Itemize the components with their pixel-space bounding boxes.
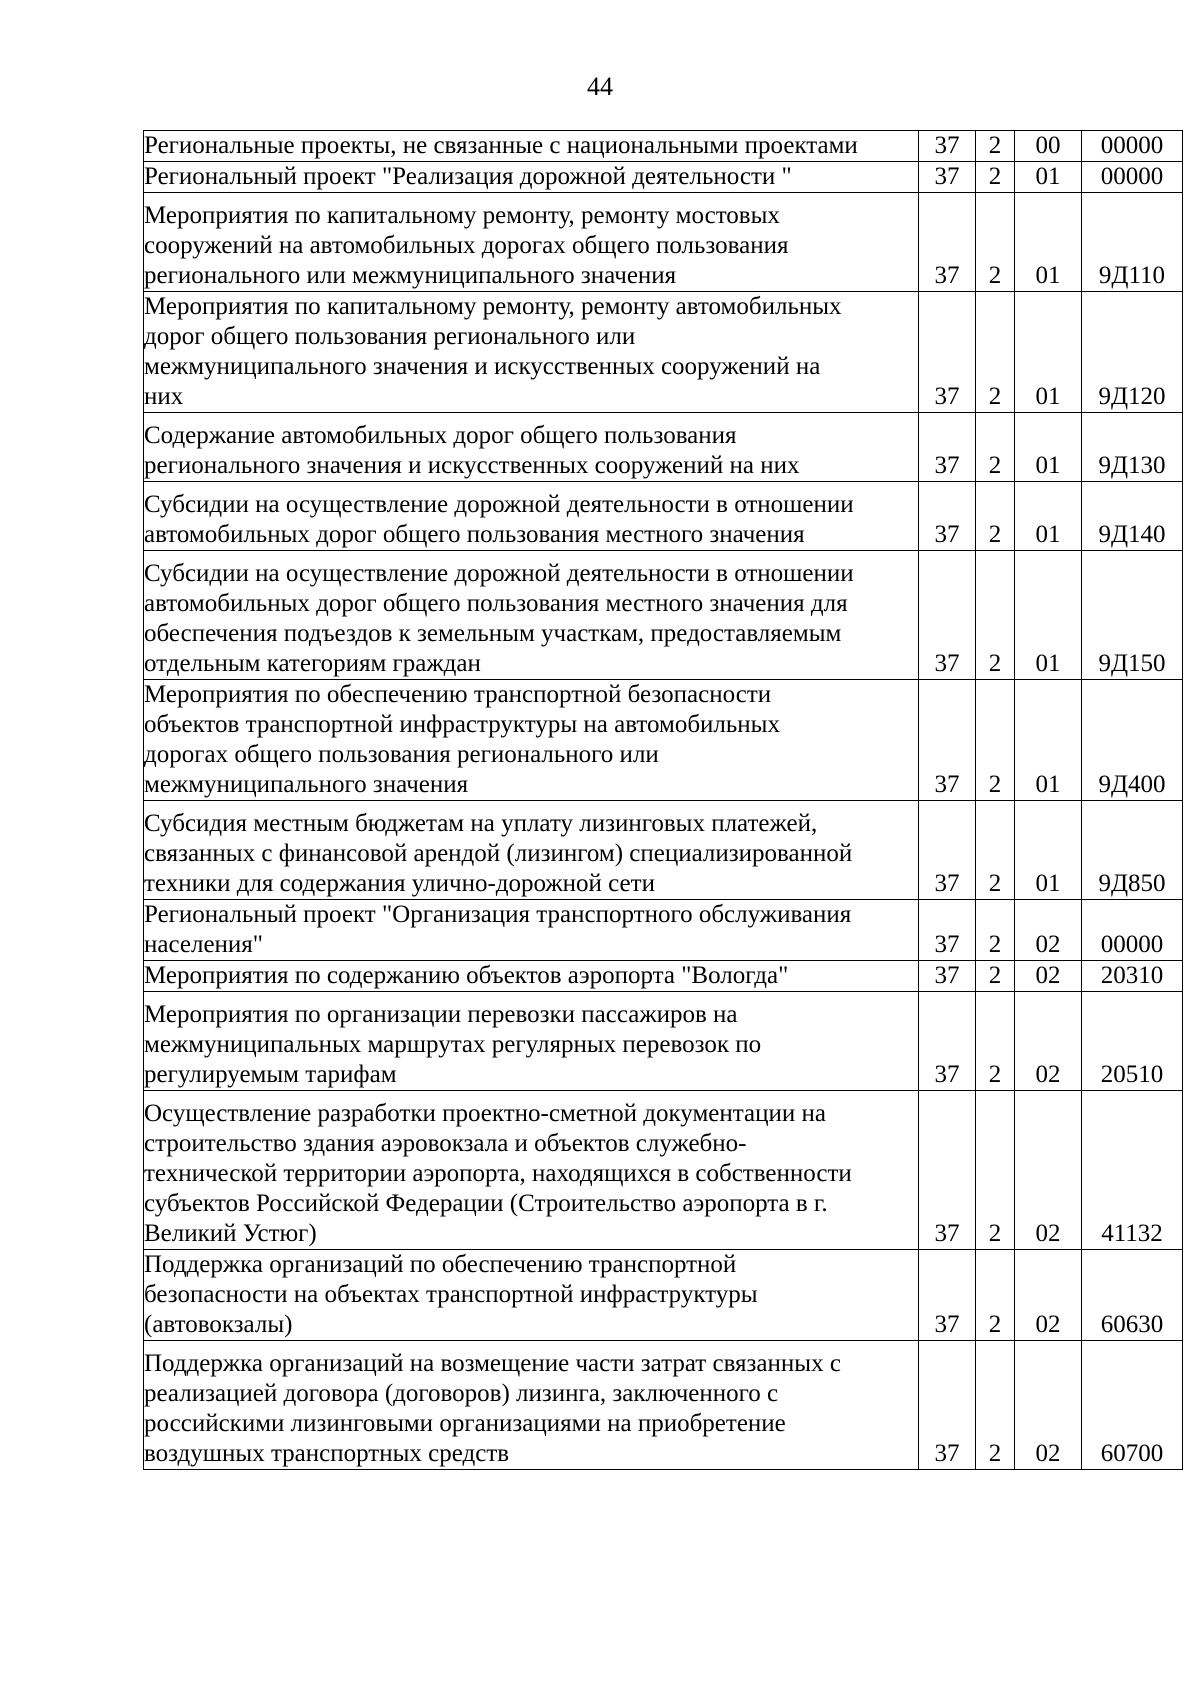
description-line: автомобильных дорог общего пользования местного значения для [144,590,848,617]
item-description-cell [144,1091,919,1250]
project-code-cell: 01 [1015,482,1082,551]
project-code-cell: 02 [1015,1091,1082,1250]
program-code-cell: 37 [919,482,976,551]
description-line: (автовокзалы) [144,1311,293,1338]
table-row [144,292,1183,413]
budget-classification-table [143,130,1183,1470]
table-row [144,801,1183,900]
table-row [144,900,1183,961]
program-code-cell: 37 [919,900,976,961]
description-line: реализацией договора (договоров) лизинга, заключенного с [144,1380,779,1407]
description-line: Мероприятия по капитальному ремонту, ремонту мостовых [144,202,780,229]
project-code-cell: 01 [1015,801,1082,900]
project-code-cell: 02 [1015,900,1082,961]
project-code-cell: 00 [1015,131,1082,162]
row-top-spacing [144,1341,918,1349]
direction-code-cell: 60630 [1082,1250,1183,1341]
item-description-cell [144,801,919,900]
subprogram-code-cell: 2 [976,900,1015,961]
description-line: Поддержка организаций по обеспечению транспортной [144,1251,737,1278]
direction-code-cell: 20310 [1082,961,1183,992]
table-row [144,162,1183,193]
direction-code-cell: 9Д150 [1082,551,1183,680]
item-description-cell [144,292,919,413]
subprogram-code-cell: 2 [976,131,1015,162]
table-row [144,551,1183,680]
direction-code-cell: 60700 [1082,1341,1183,1470]
program-code-cell: 37 [919,680,976,801]
row-top-spacing [144,992,918,1000]
row-top-spacing [144,551,918,559]
direction-code-cell: 00000 [1082,900,1183,961]
table-row [144,1250,1183,1341]
table-body [144,131,1183,1470]
item-description-cell [144,193,919,292]
program-code-cell: 37 [919,801,976,900]
project-code-cell: 01 [1015,413,1082,482]
description-line: сооружений на автомобильных дорогах общего пользования [144,232,789,259]
subprogram-code-cell: 2 [976,551,1015,680]
direction-code-cell: 00000 [1082,131,1183,162]
table-row [144,482,1183,551]
subprogram-code-cell: 2 [976,801,1015,900]
description-line: Мероприятия по содержанию объектов аэропорта "Вологда" [144,962,789,989]
description-line: Осуществление разработки проектно-сметной документации на [144,1100,826,1127]
item-description-cell [144,413,919,482]
description-line: объектов транспортной инфраструктуры на автомобильных [144,711,780,738]
description-line: Региональный проект "Организация транспортного обслуживания [144,901,852,928]
table-row [144,1341,1183,1470]
program-code-cell: 37 [919,162,976,193]
item-description-cell [144,482,919,551]
table-row [144,680,1183,801]
description-line: связанных с финансовой арендой (лизингом) специализированной [144,840,853,867]
item-description-cell [144,992,919,1091]
program-code-cell: 37 [919,961,976,992]
subprogram-code-cell: 2 [976,961,1015,992]
table-row [144,961,1183,992]
description-line: безопасности на объектах транспортной инфраструктуры [144,1281,758,1308]
subprogram-code-cell: 2 [976,1341,1015,1470]
direction-code-cell: 9Д400 [1082,680,1183,801]
subprogram-code-cell: 2 [976,1091,1015,1250]
description-line: автомобильных дорог общего пользования местного значения [144,521,805,548]
program-code-cell: 37 [919,551,976,680]
description-line: воздушных транспортных средств [144,1440,510,1467]
project-code-cell: 01 [1015,292,1082,413]
row-top-spacing [144,193,918,201]
description-line: регулируемым тарифам [144,1061,397,1088]
item-description-cell [144,162,919,193]
description-line: субъектов Российской Федерации (Строительство аэропорта в г. [144,1190,828,1217]
table-row [144,131,1183,162]
subprogram-code-cell: 2 [976,482,1015,551]
direction-code-cell: 9Д120 [1082,292,1183,413]
description-line: обеспечения подъездов к земельным участкам, предоставляемым [144,620,842,647]
program-code-cell: 37 [919,1250,976,1341]
program-code-cell: 37 [919,193,976,292]
program-code-cell: 37 [919,131,976,162]
program-code-cell: 37 [919,413,976,482]
subprogram-code-cell: 2 [976,992,1015,1091]
subprogram-code-cell: 2 [976,680,1015,801]
item-description-cell [144,551,919,680]
description-line: населения" [144,931,264,958]
direction-code-cell: 41132 [1082,1091,1183,1250]
description-line: Субсидии на осуществление дорожной деятельности в отношении [144,491,854,518]
item-description-cell [144,961,919,992]
item-description-cell [144,131,919,162]
subprogram-code-cell: 2 [976,1250,1015,1341]
subprogram-code-cell: 2 [976,162,1015,193]
table-row [144,193,1183,292]
direction-code-cell: 9Д110 [1082,193,1183,292]
description-line: межмуниципального значения [144,771,469,798]
description-line: Субсидии на осуществление дорожной деятельности в отношении [144,560,854,587]
table-row [144,1091,1183,1250]
description-line: дорогах общего пользования регионального или [144,741,659,768]
subprogram-code-cell: 2 [976,413,1015,482]
description-line: Великий Устюг) [144,1220,317,1247]
row-top-spacing [144,1091,918,1099]
description-line: технической территории аэропорта, находящихся в собственности [144,1160,852,1187]
description-line: регионального или межмуниципального значения [144,262,677,289]
description-line: Региональные проекты, не связанные с национальными проектами [144,132,858,159]
item-description-cell [144,1250,919,1341]
description-line: техники для содержания улично-дорожной сети [144,870,655,897]
description-line: Субсидия местным бюджетам на уплату лизинговых платежей, [144,810,818,837]
description-line: дорог общего пользования регионального или [144,323,636,350]
description-line: строительство здания аэровокзала и объектов служебно- [144,1130,747,1157]
row-top-spacing [144,801,918,809]
item-description-cell [144,680,919,801]
project-code-cell: 01 [1015,551,1082,680]
project-code-cell: 02 [1015,992,1082,1091]
direction-code-cell: 9Д140 [1082,482,1183,551]
description-line: Содержание автомобильных дорог общего пользования [144,422,737,449]
description-line: отдельным категориям граждан [144,650,481,677]
description-line: Мероприятия по организации перевозки пассажиров на [144,1001,738,1028]
description-line: Региональный проект "Реализация дорожной деятельности " [144,163,792,190]
project-code-cell: 01 [1015,162,1082,193]
item-description-cell [144,1341,919,1470]
direction-code-cell: 20510 [1082,992,1183,1091]
project-code-cell: 01 [1015,680,1082,801]
description-line: регионального значения и искусственных сооружений на них [144,452,800,479]
item-description-cell [144,900,919,961]
project-code-cell: 02 [1015,1341,1082,1470]
description-line: межмуниципальных маршрутах регулярных перевозок по [144,1031,762,1058]
program-code-cell: 37 [919,1341,976,1470]
project-code-cell: 02 [1015,1250,1082,1341]
project-code-cell: 02 [1015,961,1082,992]
direction-code-cell: 00000 [1082,162,1183,193]
table-row [144,413,1183,482]
direction-code-cell: 9Д850 [1082,801,1183,900]
program-code-cell: 37 [919,292,976,413]
row-top-spacing [144,482,918,490]
row-top-spacing [144,413,918,421]
table-row [144,992,1183,1091]
project-code-cell: 01 [1015,193,1082,292]
description-line: них [144,383,184,410]
page-number: 44 [587,72,613,101]
description-line: Мероприятия по обеспечению транспортной безопасности [144,681,772,708]
direction-code-cell: 9Д130 [1082,413,1183,482]
program-code-cell: 37 [919,992,976,1091]
description-line: Мероприятия по капитальному ремонту, ремонту автомобильных [144,293,842,320]
subprogram-code-cell: 2 [976,193,1015,292]
description-line: российскими лизинговыми организациями на приобретение [144,1410,786,1437]
program-code-cell: 37 [919,1091,976,1250]
description-line: Поддержка организаций на возмещение части затрат связанных с [144,1350,841,1377]
description-line: межмуниципального значения и искусственных сооружений на [144,353,821,380]
subprogram-code-cell: 2 [976,292,1015,413]
